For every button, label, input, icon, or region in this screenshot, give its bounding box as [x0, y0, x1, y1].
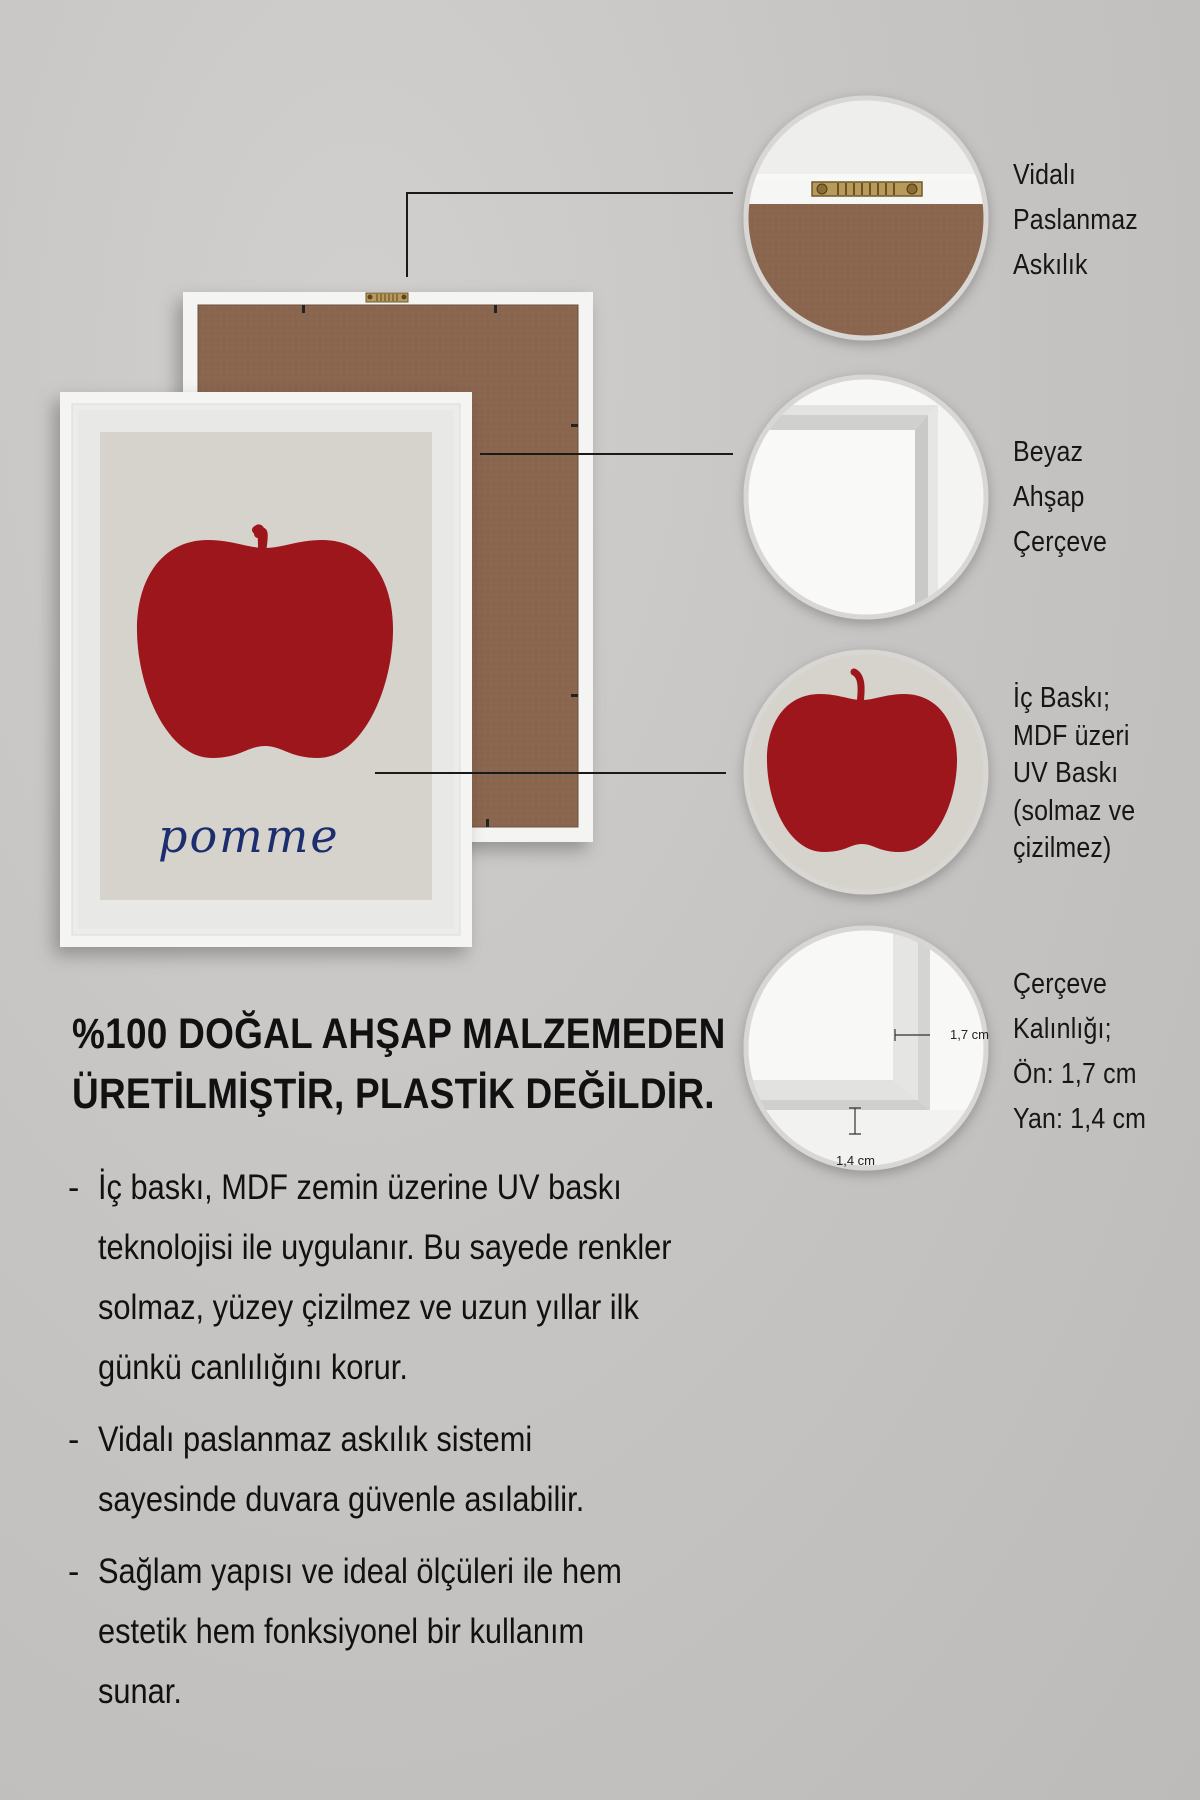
bullet-marker: -	[68, 1421, 80, 1459]
bullet-marker: -	[68, 1169, 80, 1207]
frame-thickness-closeup-icon	[740, 925, 1000, 1185]
headline: %100 DOĞAL AHŞAP MALZEMEDEN ÜRETİLMİŞTİR, PLASTİK DEĞİLDİR.	[72, 1010, 726, 1118]
detail-label-print: İç Baskı; MDF üzeri UV Baskı (solmaz ve çizilmez)	[1013, 682, 1136, 864]
apple-icon	[137, 540, 393, 758]
hanger-closeup-icon	[740, 90, 1000, 364]
list-item: - Vidalı paslanmaz askılık sistemi sayesinde duvara güvenle asılabilir.	[68, 1410, 828, 1530]
poster-script-text: pomme	[158, 809, 340, 863]
dimension-side-label: 1,4 cm	[836, 1153, 876, 1168]
apple-print-closeup-icon	[740, 650, 1000, 910]
bullet-marker: -	[68, 1553, 80, 1591]
frame-corner-closeup-icon	[740, 370, 1000, 630]
frame-front-view	[60, 392, 472, 947]
list-item: - Sağlam yapısı ve ideal ölçüleri ile hem estetik hem fonksiyonel bir kullanım sunar.	[68, 1542, 828, 1722]
detail-label-hanger: Vidalı Paslanmaz Askılık	[1013, 159, 1138, 281]
list-item: - İç baskı, MDF zemin üzerine UV baskı teknolojisi ile uygulanır. Bu sayede renkler solmaz, yüzey çizilmez ve uzun yıllar ilk günkü canlılığını korur.	[68, 1158, 828, 1398]
hanger-icon	[366, 293, 408, 302]
feature-list	[68, 1158, 828, 1734]
dimension-front-label: 1,7 cm	[950, 1027, 990, 1042]
detail-label-frame: Beyaz Ahşap Çerçeve	[1013, 436, 1108, 558]
detail-label-thickness: Çerçeve Kalınlığı; Ön: 1,7 cm Yan: 1,4 cm	[1013, 968, 1147, 1135]
